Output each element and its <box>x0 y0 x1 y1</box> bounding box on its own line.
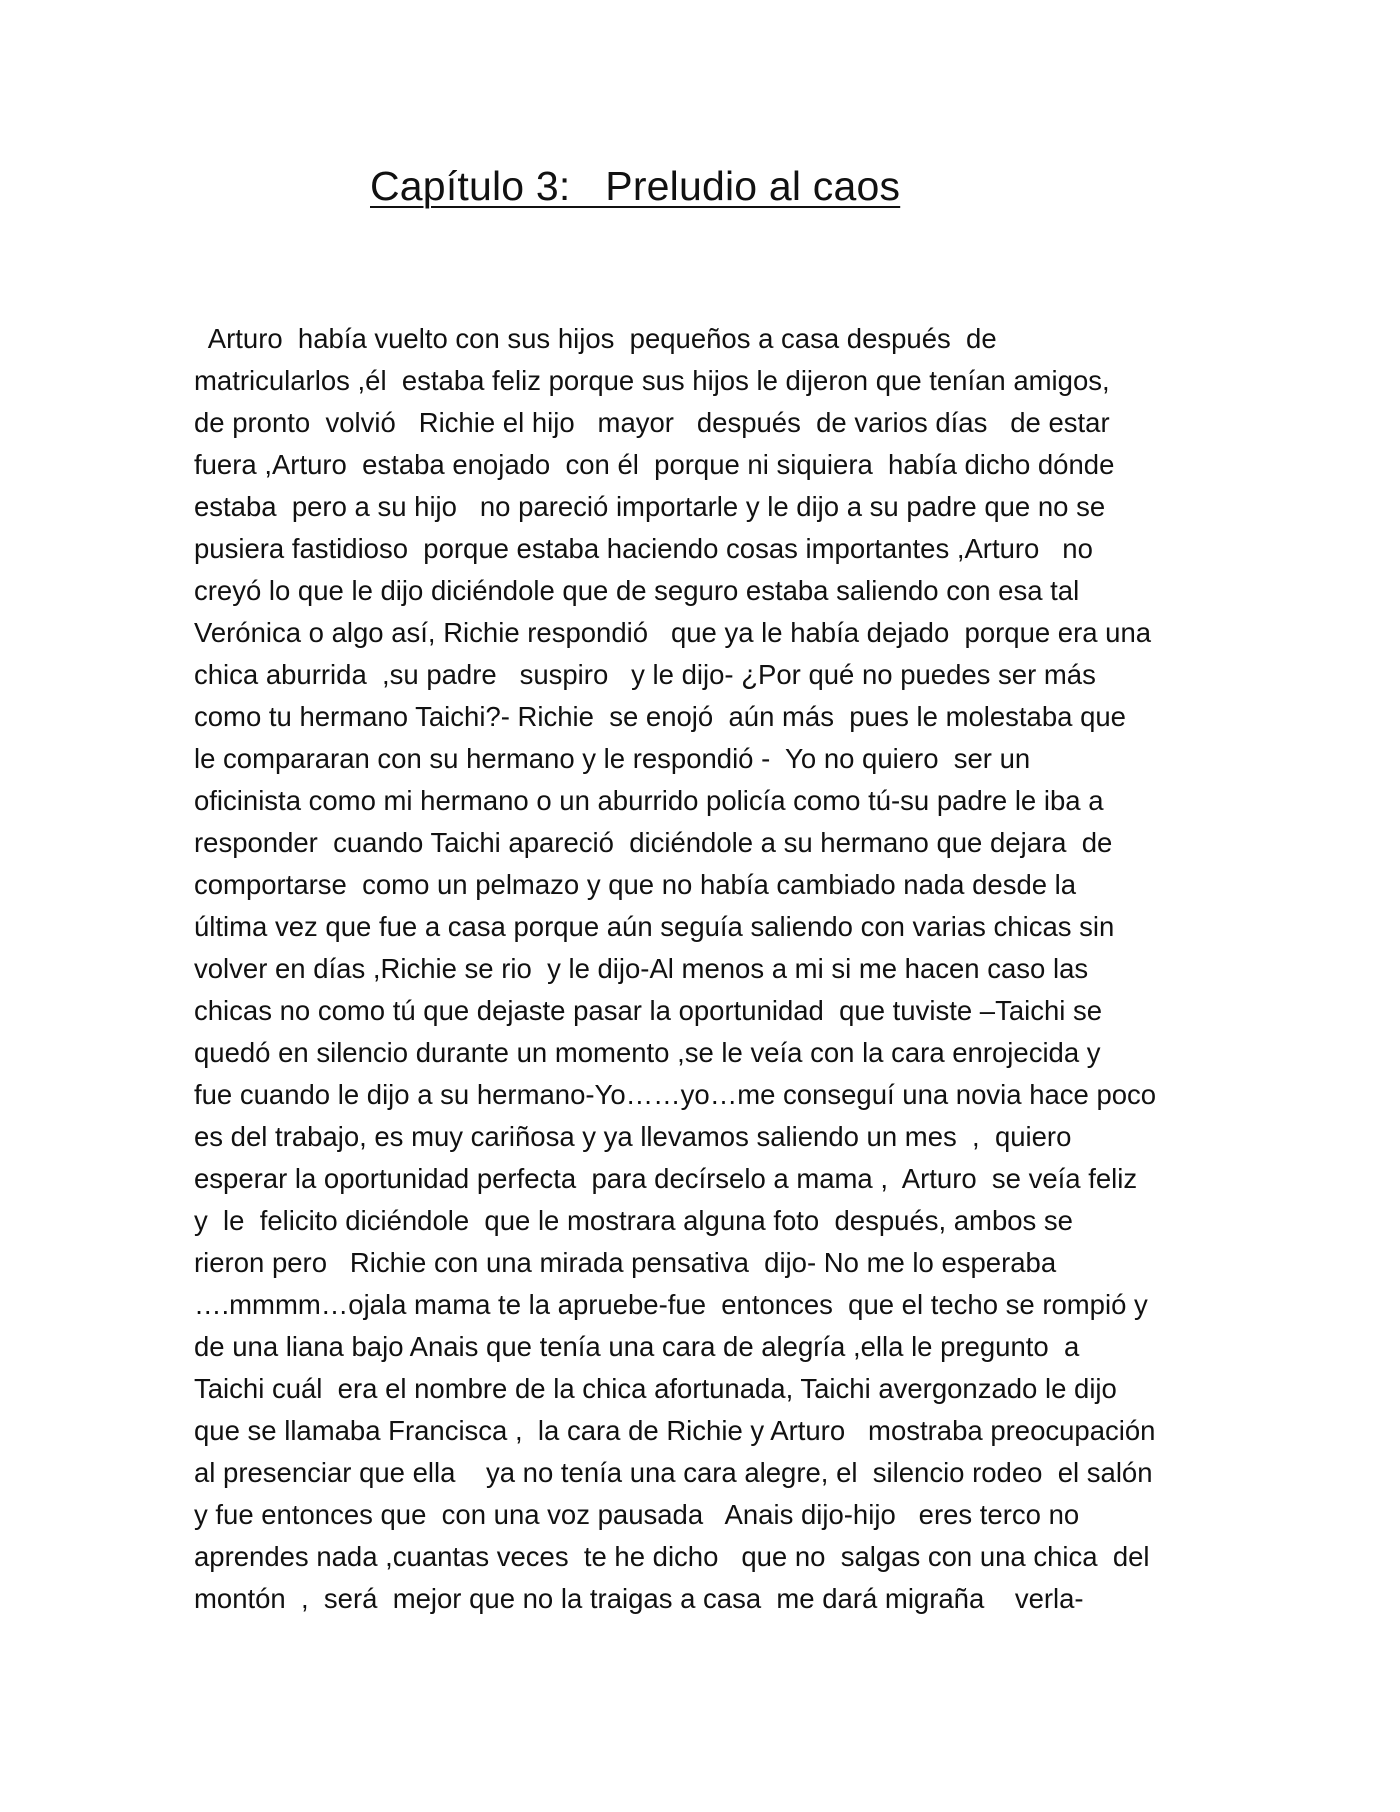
chapter-body <box>194 318 1214 1620</box>
body-line-18: quedó en silencio durante un momento ,se le veía con la cara enrojecida y <box>194 1037 1101 1068</box>
body-line-25: de una liana bajo Anais que tenía una cara de alegría ,ella le pregunto a <box>194 1331 1080 1362</box>
body-line-2: matricularlos ,él estaba feliz porque sus hijos le dijeron que tenían amigos, <box>194 365 1110 396</box>
body-line-14: comportarse como un pelmazo y que no había cambiado nada desde la <box>194 869 1077 900</box>
body-line-30: aprendes nada ,cuantas veces te he dicho que no salgas con una chica del <box>194 1541 1150 1572</box>
body-line-26: Taichi cuál era el nombre de la chica afortunada, Taichi avergonzado le dijo <box>194 1373 1117 1404</box>
body-line-16: volver en días ,Richie se rio y le dijo-Al menos a mi si me hacen caso las <box>194 953 1089 984</box>
chapter-title: Capítulo 3: Preludio al caos <box>370 163 901 209</box>
body-line-13: responder cuando Taichi apareció diciéndole a su hermano que dejara de <box>194 827 1113 858</box>
body-line-7: creyó lo que le dijo diciéndole que de seguro estaba saliendo con esa tal <box>194 575 1080 606</box>
body-line-3: de pronto volvió Richie el hijo mayor después de varios días de estar <box>194 407 1110 438</box>
body-line-29: y fue entonces que con una voz pausada Anais dijo-hijo eres terco no <box>194 1499 1080 1530</box>
body-line-5: estaba pero a su hijo no pareció importarle y le dijo a su padre que no se <box>194 491 1106 522</box>
body-line-20: es del trabajo, es muy cariñosa y ya llevamos saliendo un mes , quiero <box>194 1121 1072 1152</box>
body-line-23: rieron pero Richie con una mirada pensativa dijo- No me lo esperaba <box>194 1247 1057 1278</box>
body-line-21: esperar la oportunidad perfecta para decírselo a mama , Arturo se veía feliz <box>194 1163 1138 1194</box>
body-line-11: le compararan con su hermano y le respondió - Yo no quiero ser un <box>194 743 1031 774</box>
body-line-6: pusiera fastidioso porque estaba haciendo cosas importantes ,Arturo no <box>194 533 1093 564</box>
body-line-4: fuera ,Arturo estaba enojado con él porque ni siquiera había dicho dónde <box>194 449 1115 480</box>
body-line-22: y le felicito diciéndole que le mostrara alguna foto después, ambos se <box>194 1205 1073 1236</box>
body-line-31: montón , será mejor que no la traigas a casa me dará migraña verla- <box>194 1583 1084 1614</box>
body-line-24: ….mmmm…ojala mama te la apruebe-fue entonces que el techo se rompió y <box>194 1289 1148 1320</box>
body-line-15: última vez que fue a casa porque aún seguía saliendo con varias chicas sin <box>194 911 1115 942</box>
body-line-19: fue cuando le dijo a su hermano-Yo……yo…me conseguí una novia hace poco <box>194 1079 1157 1110</box>
body-line-10: como tu hermano Taichi?- Richie se enojó aún más pues le molestaba que <box>194 701 1126 732</box>
body-line-12: oficinista como mi hermano o un aburrido policía como tú-su padre le iba a <box>194 785 1104 816</box>
body-line-9: chica aburrida ,su padre suspiro y le dijo- ¿Por qué no puedes ser más <box>194 659 1096 690</box>
body-line-17: chicas no como tú que dejaste pasar la oportunidad que tuviste –Taichi se <box>194 995 1103 1026</box>
body-line-27: que se llamaba Francisca , la cara de Richie y Arturo mostraba preocupación <box>194 1415 1156 1446</box>
body-line-28: al presenciar que ella ya no tenía una cara alegre, el silencio rodeo el salón <box>194 1457 1153 1488</box>
body-line-8: Verónica o algo así, Richie respondió que ya le había dejado porque era una <box>194 617 1152 648</box>
body-line-1: Arturo había vuelto con sus hijos pequeños a casa después de <box>194 323 997 354</box>
